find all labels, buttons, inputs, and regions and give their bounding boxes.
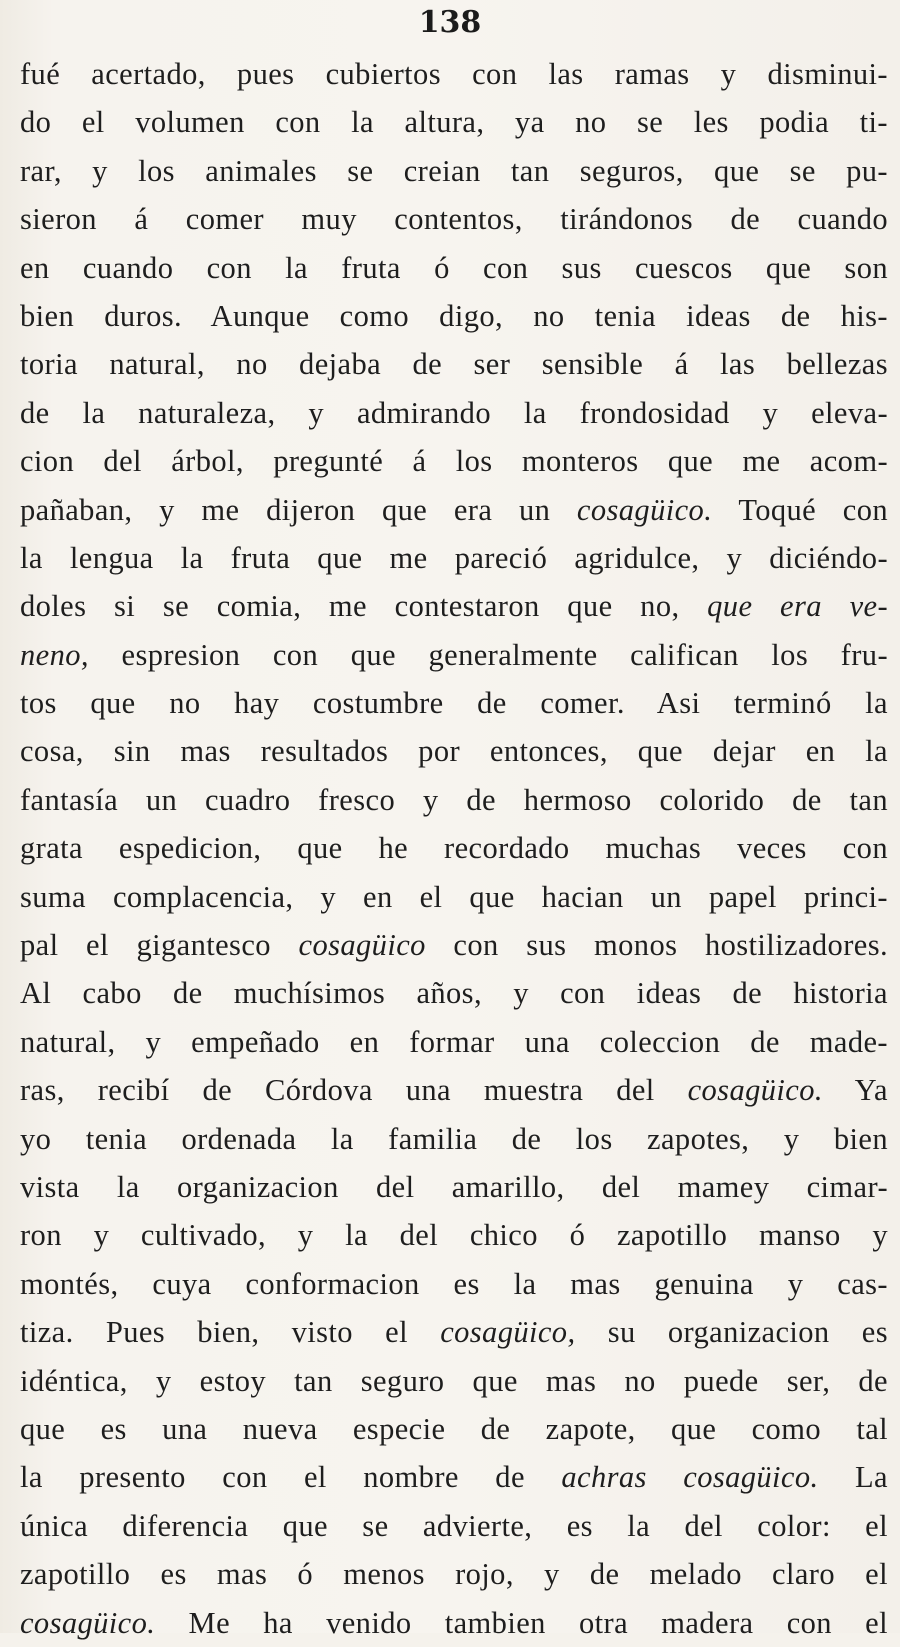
body-text [20, 50, 888, 1647]
text-line: sieron á comer muy contentos, tirándonos de cuando [20, 202, 888, 237]
text-line: cosagüico. Me ha venido tambien otra madera con el [20, 1605, 888, 1640]
text-line: la lengua la fruta que me pareció agridulce, y diciéndo- [20, 540, 888, 575]
italic-term: cosagüico. [20, 1605, 156, 1640]
text-line: toria natural, no dejaba de ser sensible á las bellezas [20, 347, 888, 382]
italic-term: cosagüico. [687, 1073, 823, 1108]
text-line: idéntica, y estoy tan seguro que mas no puede ser, de [20, 1363, 888, 1398]
text-line: fué acertado, pues cubiertos con las ramas y disminui- [20, 57, 888, 91]
text-line: zapotillo es mas ó menos rojo, y de melado claro el [20, 1557, 888, 1592]
text-line: pañaban, y me dijeron que era un cosagüico. Toqué con [20, 492, 889, 527]
text-line: pal el gigantesco cosagüico con sus monos hostilizadores. [20, 928, 888, 963]
italic-term: cosagüico. [576, 492, 713, 527]
text-line: yo tenia ordenada la familia de los zapotes, y bien [20, 1121, 888, 1156]
text-line: doles si se comia, me contestaron que no, que era ve- [20, 589, 888, 624]
text-line: de la naturaleza, y admirando la frondosidad y eleva- [20, 395, 888, 430]
italic-term: cosagüico, [440, 1315, 576, 1350]
text-line: vista la organizacion del amarillo, del mamey cimar- [20, 1169, 888, 1204]
text-line: natural, y empeñado en formar una coleccion de made- [20, 1024, 888, 1059]
text-line: que es una nueva especie de zapote, que como tal [20, 1411, 888, 1446]
text-line: en cuando con la fruta ó con sus cuescos que son [20, 250, 888, 285]
text-line: bien duros. Aunque como digo, no tenia ideas de his- [20, 298, 888, 333]
text-line: montés, cuya conformacion es la mas genuina y cas- [20, 1266, 888, 1301]
italic-term: cosagüico [298, 928, 426, 963]
text-line: la presento con el nombre de achras cosagüico. La [20, 1460, 888, 1495]
text-line: do el volumen con la altura, ya no se les podia ti- [20, 105, 888, 140]
text-line: grata espedicion, que he recordado muchas veces con [20, 831, 888, 866]
text-line: ron y cultivado, y la del chico ó zapotillo manso y [20, 1218, 888, 1253]
text-line: Al cabo de muchísimos años, y con ideas de historia [20, 976, 888, 1011]
text-line: fantasía un cuadro fresco y de hermoso colorido de tan [20, 782, 888, 817]
text-line: rar, y los animales se creian tan seguros, que se pu- [20, 153, 888, 188]
text-line: ras, recibí de Córdova una muestra del cosagüico. Ya [20, 1073, 888, 1108]
text-line: tiza. Pues bien, visto el cosagüico, su organizacion es [20, 1315, 888, 1350]
page-number: 138 [418, 5, 482, 40]
text-line: cion del árbol, pregunté á los monteros que me acom- [20, 444, 888, 479]
text-line: tos que no hay costumbre de comer. Asi terminó la [20, 686, 888, 721]
text-line: neno, espresion con que generalmente califican los fru- [20, 637, 888, 672]
text-line: única diferencia que se advierte, es la del color: el [20, 1508, 888, 1543]
text-line: suma complacencia, y en el que hacian un papel princi- [20, 879, 888, 914]
italic-term: achras cosagüico. [561, 1460, 819, 1495]
text-line: cosa, sin mas resultados por entonces, que dejar en la [20, 734, 888, 769]
italic-term: que era ve- [707, 589, 888, 624]
italic-term: neno, [20, 637, 89, 672]
